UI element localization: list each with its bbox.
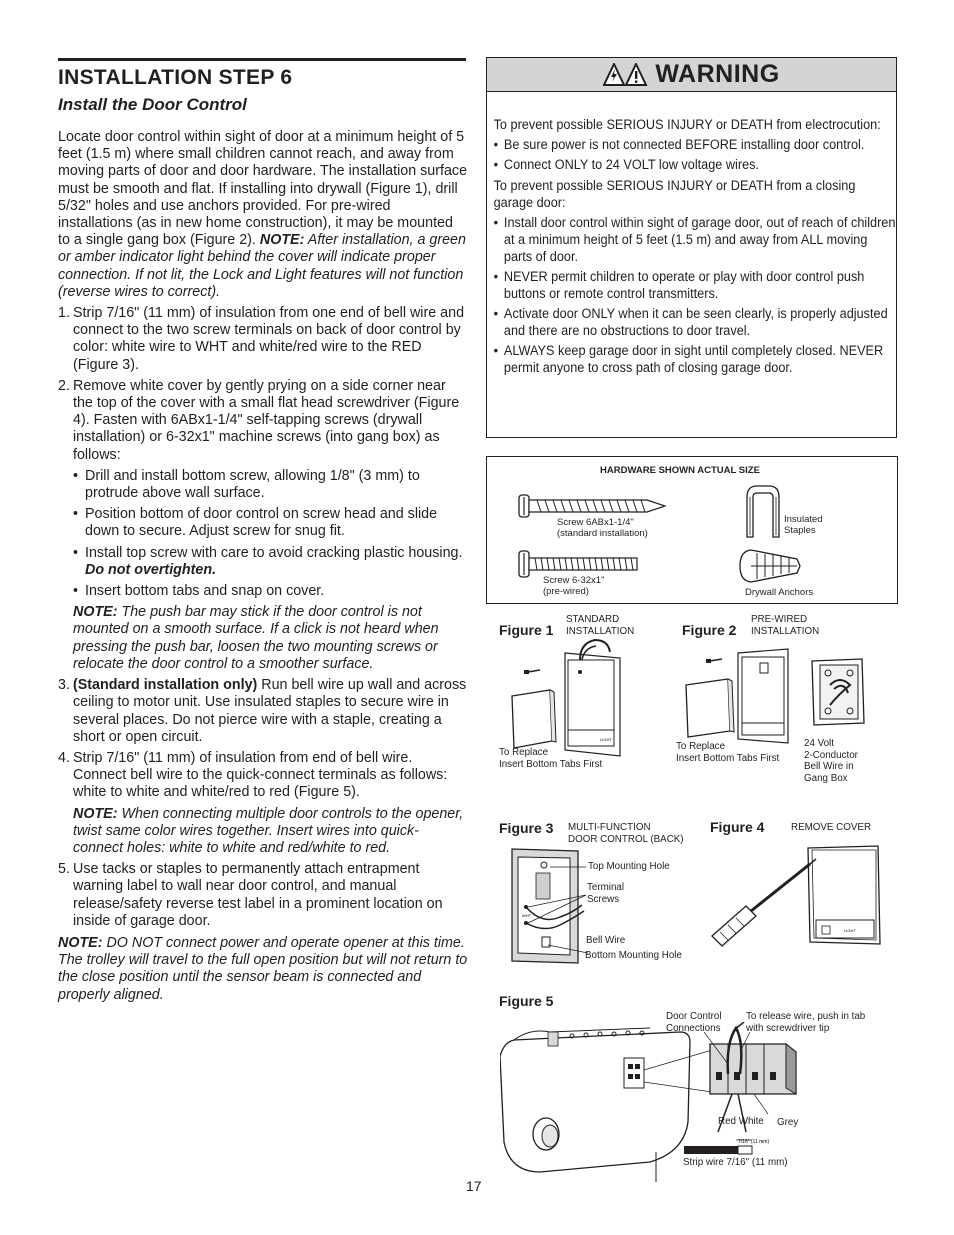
step-1: 1. Strip 7/16" (11 mm) of insulation from one end of bell wire and connect to the two screw terminals on back of door control by color: white wire to WHT and white/red wire to the RED (Figure 3). bbox=[58, 305, 465, 373]
figure-4-caption: REMOVE COVER bbox=[791, 822, 872, 833]
figure-2-illustration bbox=[680, 645, 870, 745]
note-multiple-controls: NOTE: When connecting multiple door controls to the opener, twist same color wires together. Insert wires into quick-connect holes: white to white and red/white to red. bbox=[73, 805, 464, 856]
note-do-not-connect: NOTE: DO NOT connect power and operate opener at this time. The trolley will travel to the full open position but will not return to the close position until the sensor beam is connected and properly aligned. bbox=[58, 934, 468, 1003]
figure-5-red-white-label: Red White bbox=[718, 1116, 764, 1127]
figure-4-label: Figure 4 bbox=[710, 819, 765, 835]
warning-bullet: • Activate door ONLY when it can be seen clearly, is properly adjusted and there are no obstructions to door travel. bbox=[494, 305, 898, 339]
figure-1-caption: STANDARD INSTALLATION bbox=[566, 614, 635, 637]
warning-bullet: • ALWAYS keep garage door in sight until completely closed. NEVER permit anyone to cross path of closing garage door. bbox=[494, 342, 898, 376]
wht-terminal-label: WHT bbox=[522, 913, 532, 918]
anchors-label: Drywall Anchors bbox=[745, 587, 814, 598]
light-label: LIGHT bbox=[844, 928, 856, 933]
warning-bullet: • Connect ONLY to 24 VOLT low voltage wires. bbox=[494, 156, 898, 173]
figure-4-illustration bbox=[706, 842, 886, 947]
figure-5-door-control-label: Door Control Connections bbox=[666, 1011, 722, 1034]
figure-2-caption: PRE-WIRED INSTALLATION bbox=[751, 614, 820, 637]
figure-3-label: Figure 3 bbox=[499, 820, 554, 836]
page-number: 17 bbox=[466, 1178, 482, 1194]
insulated-staple-illustration bbox=[743, 483, 783, 539]
bullet-tabs: • Insert bottom tabs and snap on cover. bbox=[73, 583, 468, 600]
bullet-drill: • Drill and install bottom screw, allowing 1/8" (3 mm) to protrude above wall surface. bbox=[73, 468, 468, 502]
figure-3-terminal-screws: Terminal Screws bbox=[587, 882, 625, 905]
warning-bullet: • NEVER permit children to operate or play with door control push buttons or remote control transmitters. bbox=[494, 268, 898, 302]
ruler-label: 7/16" (11 mm) bbox=[738, 1139, 770, 1145]
instructions-column bbox=[58, 58, 468, 1004]
figure-5-grey-label: Grey bbox=[777, 1117, 799, 1128]
drywall-anchors-illustration bbox=[737, 547, 803, 585]
step-5: 5. Use tacks or staples to permanently attach entrapment warning label to wall near door control, and manual release/safety reverse test label in a prominent location on inside of garage door. bbox=[58, 861, 443, 929]
warning-body bbox=[487, 92, 905, 376]
figure-2-note: To Replace Insert Bottom Tabs First bbox=[676, 741, 780, 764]
note-push-bar: NOTE: The push bar may stick if the door control is not mounted on a smooth surface. If a click is not heard when pressing the push bar, loosen the two mounting screws or relocate the door control to a smoother surface. bbox=[73, 604, 439, 672]
figure-5-label: Figure 5 bbox=[499, 993, 554, 1009]
hardware-box bbox=[486, 456, 898, 604]
hardware-title: HARDWARE SHOWN ACTUAL SIZE bbox=[600, 465, 760, 476]
staples-label: Insulated Staples bbox=[784, 514, 823, 536]
figure-5-strip-label: Strip wire 7/16" (11 mm) bbox=[683, 1157, 788, 1168]
figure-3-top-hole: Top Mounting Hole bbox=[588, 861, 670, 872]
warning-header bbox=[487, 58, 896, 92]
figure-1-label: Figure 1 bbox=[499, 622, 554, 638]
warning-title: WARNING bbox=[655, 60, 780, 88]
step-4: 4. Strip 7/16" (11 mm) of insulation from end of bell wire. Connect bell wire to the quick-connect terminals as follows: white to white and white/red to red (Figure 5). bbox=[58, 749, 448, 801]
warning-electrocution-intro: To prevent possible SERIOUS INJURY or DEATH from electrocution: bbox=[493, 117, 881, 132]
figure-3-bottom-hole: Bottom Mounting Hole bbox=[585, 950, 682, 961]
intro-paragraph: Locate door control within sight of door at a minimum height of 5 feet (1.5 m) where small children cannot reach, and away from moving parts of door and door hardware. The installation surface must be smooth and flat. If installing into drywall (Figure 1), drill 5/32" holes and use anchors provided. For pre-wired installations (as in new home construction), it may be mounted to a single gang box (Figure 2). NOTE: After installation, a green or amber indicator light behind the cover will indicate proper connection. If not lit, the Lock and Light features will not function (reverse wires to correct). bbox=[58, 129, 468, 300]
warning-bullet: • Be sure power is not connected BEFORE installing door control. bbox=[494, 136, 898, 153]
figure-3-illustration bbox=[502, 845, 602, 965]
bullet-top-screw: • Install top screw with care to avoid cracking plastic housing. Do not overtighten. bbox=[73, 545, 468, 579]
figure-3-caption: MULTI-FUNCTION DOOR CONTROL (BACK) bbox=[568, 822, 684, 845]
step-3: 3. (Standard installation only) Run bell wire up wall and across ceiling to motor unit. Use insulated staples to secure wire in several places. Do not pierce wire with a staple, creating a short or open circuit. bbox=[58, 677, 467, 745]
warning-closing-door-intro: To prevent possible SERIOUS INJURY or DEATH from a closing garage door: bbox=[493, 178, 856, 210]
figure-1-illustration bbox=[510, 638, 660, 758]
screw-632-label: Screw 6-32x1" (pre-wired) bbox=[543, 575, 605, 597]
figure-1-note: To Replace Insert Bottom Tabs First bbox=[499, 747, 603, 770]
bullet-position: • Position bottom of door control on screw head and slide down to secure. Adjust screw for snug fit. bbox=[73, 506, 468, 540]
figure-2-label: Figure 2 bbox=[682, 622, 737, 638]
warning-bullet: • Install door control within sight of garage door, out of reach of children at a minimum height of 5 feet (1.5 m) and away from ALL moving parts of door. bbox=[494, 214, 898, 265]
warning-box bbox=[486, 57, 897, 438]
page-title: INSTALLATION STEP 6 bbox=[58, 66, 293, 89]
figure-2-wire-note: 24 Volt 2-Conductor Bell Wire in Gang Box bbox=[804, 738, 858, 784]
title-rule bbox=[58, 58, 466, 61]
figure-5-release-label: To release wire, push in tab with screwdriver tip bbox=[746, 1011, 866, 1034]
warning-triangle-icon bbox=[603, 63, 649, 87]
screw-6abx-label: Screw 6ABx1-1/4" (standard installation) bbox=[557, 517, 648, 539]
light-label: LIGHT bbox=[600, 737, 612, 742]
figure-3-bell-wire: Bell Wire bbox=[586, 935, 626, 946]
step-2: 2. Remove white cover by gently prying on a side corner near the top of the cover with a small flat head screwdriver (Figure 4). Fasten with 6ABx1-1/4" self-tapping screws (drywall installation) or 6-32x1" machine screws (into gang box) as follows: bbox=[58, 377, 460, 463]
section-subtitle: Install the Door Control bbox=[58, 95, 247, 114]
